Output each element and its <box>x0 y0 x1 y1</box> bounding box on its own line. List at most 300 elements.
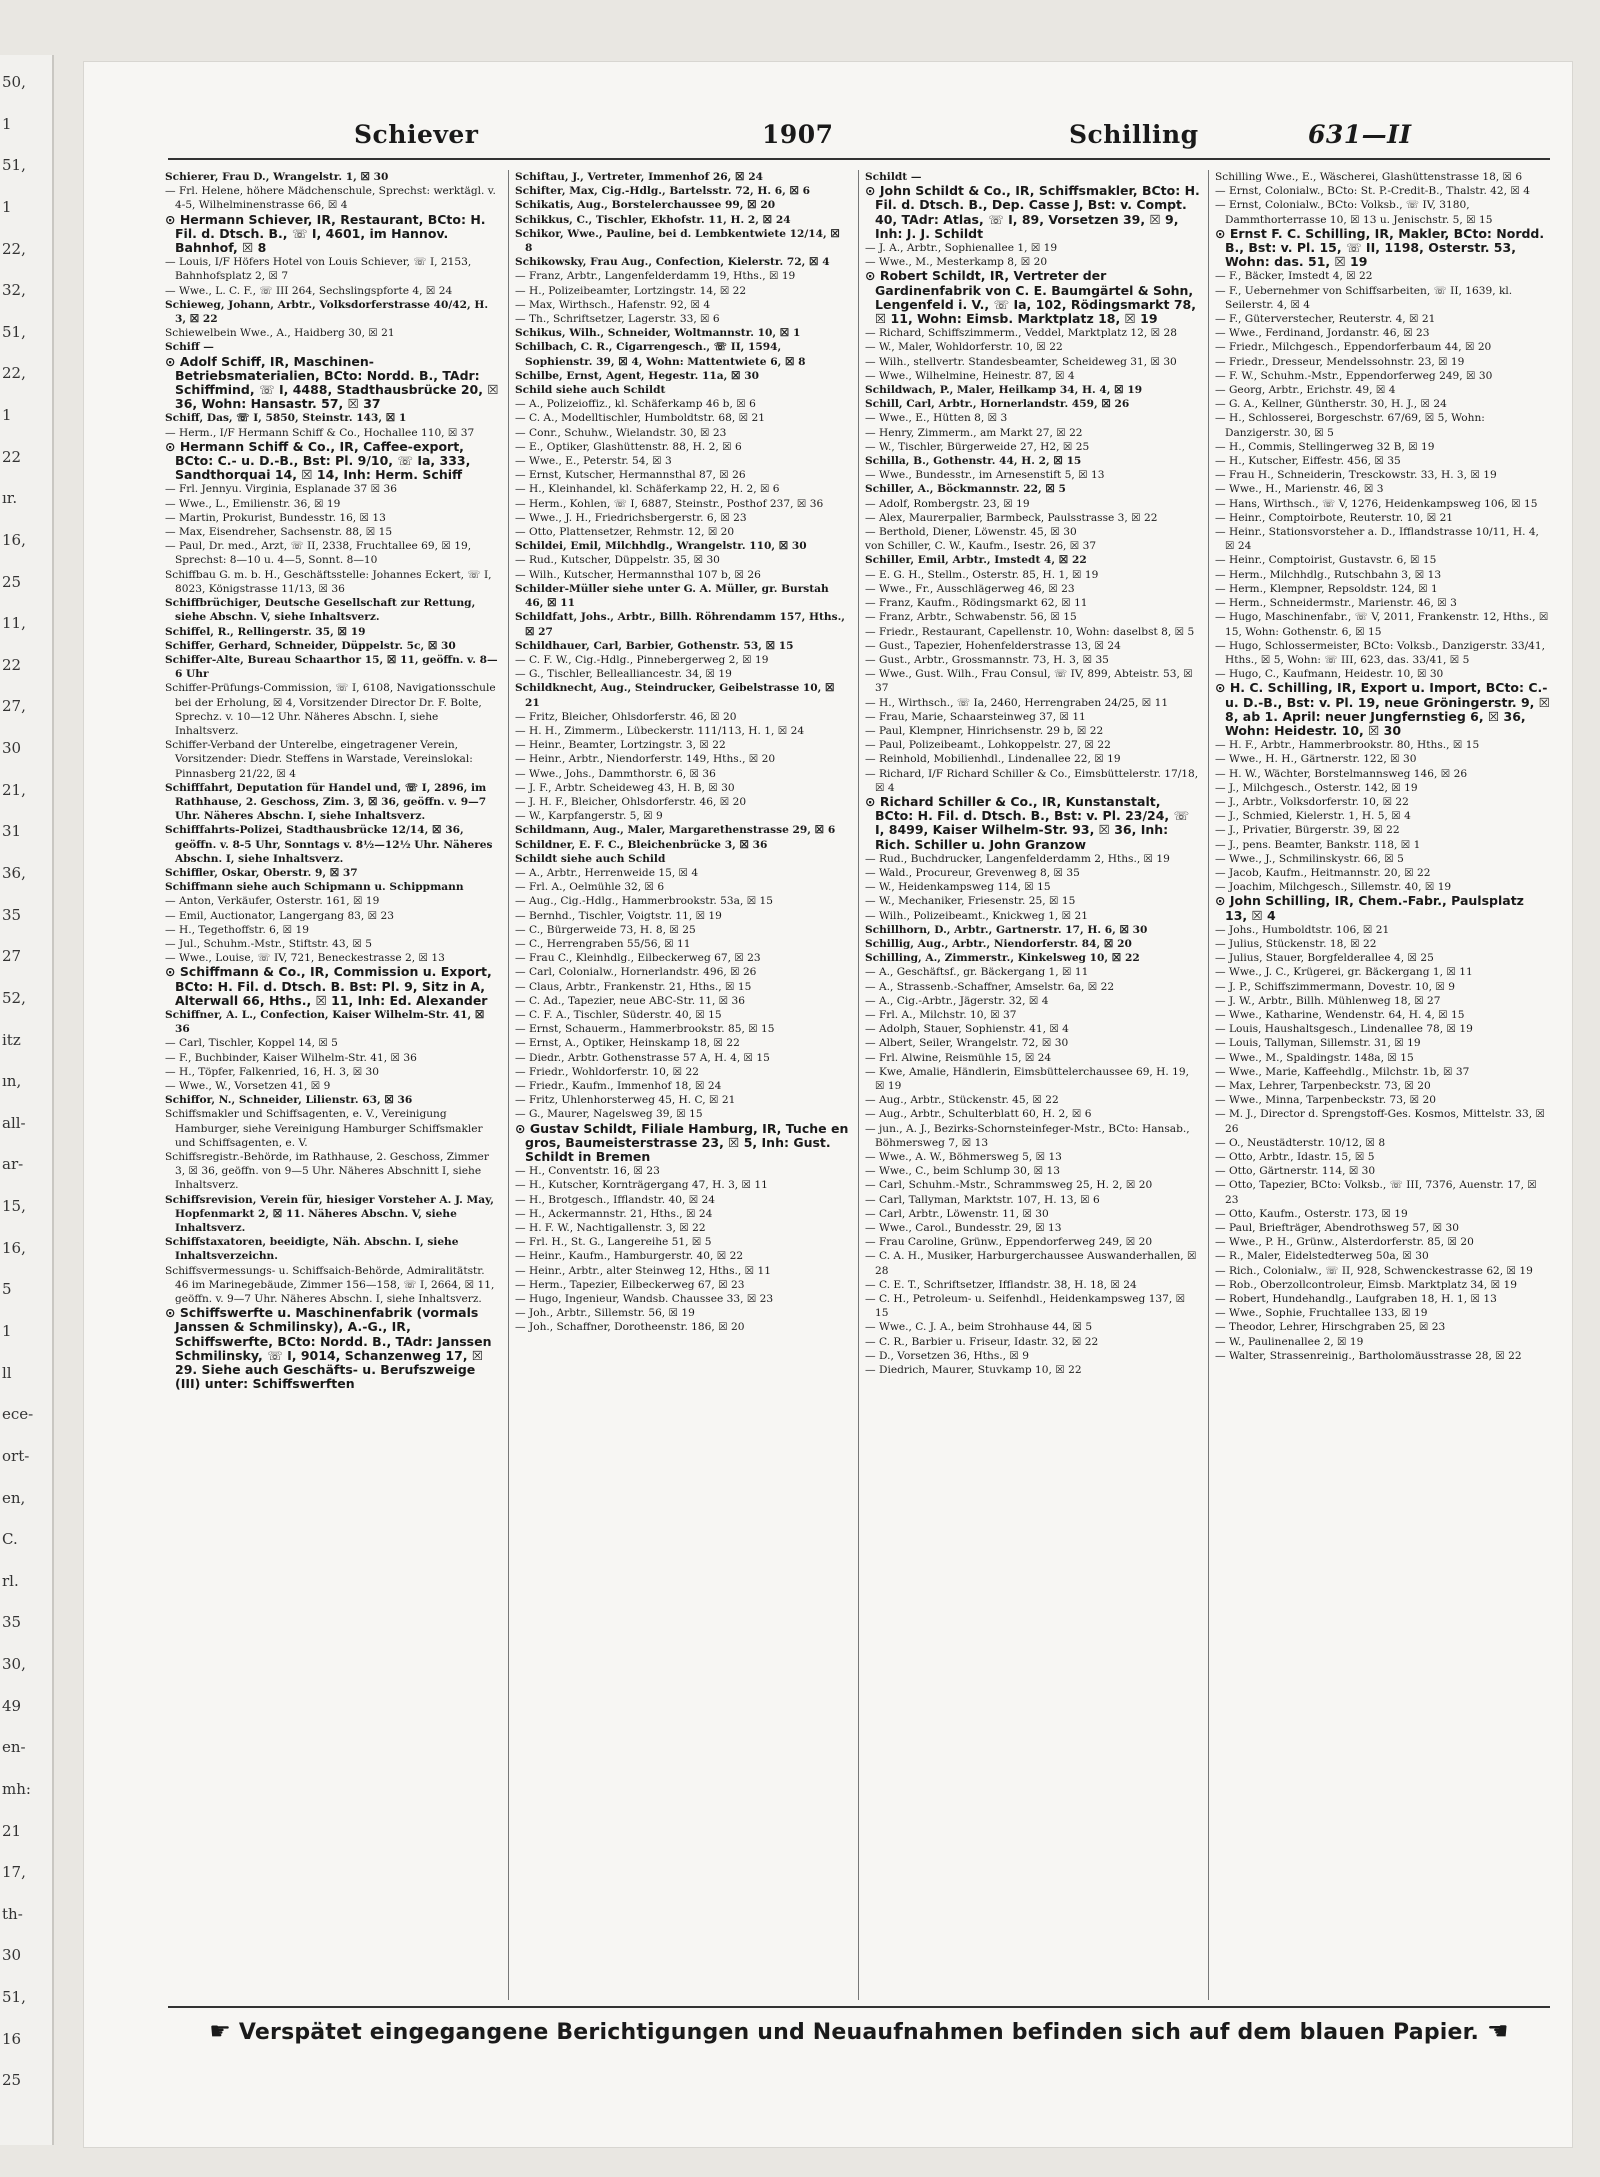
directory-entry: — Max, Eisendreher, Sachsenstr. 88, ☒ 15 <box>165 526 393 539</box>
directory-entry: Schiller, A., Böckmannstr. 22, ☒ 5 <box>865 483 1066 496</box>
directory-entry: — Wwe., A. W., Böhmersweg 5, ☒ 13 <box>865 1151 1062 1164</box>
directory-entry: Schiff — <box>165 341 214 354</box>
directory-entry: — Wwe., P. H., Grünw., Alsterdorferstr. 85, ☒ 20 <box>1215 1236 1474 1249</box>
directory-entry: — C. R., Barbier u. Friseur, Idastr. 32, ☒ 22 <box>865 1335 1099 1348</box>
directory-entry: — Johs., Humboldtstr. 106, ☒ 21 <box>1215 923 1390 936</box>
directory-entry: — Julius, Stauer, Borgfelderallee 4, ☒ 25 <box>1215 952 1434 965</box>
directory-entry: — Friedr., Dresseur, Mendelssohnstr. 23, ☒ 19 <box>1215 355 1465 368</box>
directory-entry: Schifter, Max, Cig.-Hdlg., Bartelsstr. 72, H. 6, ☒ 6 <box>515 185 811 198</box>
directory-entry: — J. P., Schiffszimmermann, Dovestr. 10, ☒ 9 <box>1215 980 1455 993</box>
directory-entry: — Herm., I/F Hermann Schiff & Co., Hochallee 110, ☒ 37 <box>165 426 475 439</box>
directory-entry: — G. A., Kellner, Güntherstr. 30, H. J., ☒ 24 <box>1215 398 1447 411</box>
directory-entry: — Th., Schriftsetzer, Lagerstr. 33, ☒ 6 <box>515 313 720 326</box>
directory-entry: — H. H., Zimmerm., Lübeckerstr. 111/113, H. 1, ☒ 24 <box>515 724 805 737</box>
edge-fragment: en- <box>2 1738 26 1756</box>
directory-entry: Schiffstaxatoren, beeidigte, Näh. Abschn. I, siehe Inhaltsverzeichn. <box>165 1236 459 1263</box>
directory-entry: — Heinr., Comptoirist, Gustavstr. 6, ☒ 15 <box>1215 554 1437 567</box>
directory-entry: — Louis, Haushaltsgesch., Lindenallee 78, ☒ 19 <box>1215 1023 1473 1036</box>
edge-fragment: ır. <box>2 489 18 507</box>
directory-entry: — F. W., Schuhm.-Mstr., Eppendorferweg 249, ☒ 30 <box>1215 369 1493 382</box>
directory-entry: ⊙ Gustav Schildt, Filiale Hamburg, IR, Tuche en gros, Baumeisterstrasse 23, ☒ 5, Inh: Gust. Schildt in Bremen <box>515 1120 849 1165</box>
edge-fragment: 52, <box>2 989 26 1007</box>
edge-fragment: mh: <box>2 1780 31 1798</box>
edge-fragment: 30 <box>2 1946 22 1964</box>
directory-entry: — Carl, Arbtr., Löwenstr. 11, ☒ 30 <box>865 1207 1049 1220</box>
directory-entry: — A., Arbtr., Herrenweide 15, ☒ 4 <box>515 866 699 879</box>
directory-entry: Schikatis, Aug., Borstelerchaussee 99, ☒ 20 <box>515 199 776 212</box>
directory-entry: — Hugo, Maschinenfabr., ☏ V, 2011, Frankenstr. 12, Hths., ☒ 15, Wohn: Gothenstr. 6, ☒ 15 <box>1215 611 1549 638</box>
directory-entry: — Jul., Schuhm.-Mstr., Stiftstr. 43, ☒ 5 <box>165 937 372 950</box>
directory-entry: ⊙ Ernst F. C. Schilling, IR, Makler, BCto: Nordd. B., Bst: v. Pl. 15, ☏ II, 1198, Osterstr. 53, Wohn: das. 51, ☒ 19 <box>1215 225 1545 270</box>
header-year: 1907 <box>762 120 834 149</box>
edge-fragment: 30 <box>2 739 22 757</box>
pointing-hand-left-icon: ☛ <box>209 2017 232 2045</box>
directory-entry: — Frl. Jennyu. Virginia, Esplanade 37 ☒ 36 <box>165 483 397 496</box>
directory-entry: — C. A. H., Musiker, Harburgerchaussee Auswanderhallen, ☒ 28 <box>865 1250 1197 1277</box>
directory-entry: — H., Kutscher, Kornträgergang 47, H. 3, ☒ 11 <box>515 1179 768 1192</box>
directory-entry: — H., Polizeibeamter, Lortzingstr. 14, ☒ 22 <box>515 284 747 297</box>
directory-entry: von Schiller, C. W., Kaufm., Isestr. 26, ☒ 37 <box>865 540 1097 553</box>
header-left-word: Schiever <box>354 120 479 149</box>
directory-entry: — Franz, Arbtr., Langenfelderdamm 19, Hths., ☒ 19 <box>515 270 796 283</box>
column-divider <box>1208 170 1209 2000</box>
directory-entry: Schilling, A., Zimmerstr., Kinkelsweg 10, ☒ 22 <box>865 952 1140 965</box>
directory-entry: — Wilh., stellvertr. Standesbeamter, Scheideweg 31, ☒ 30 <box>865 355 1177 368</box>
directory-entry: — Franz, Arbtr., Schwabenstr. 56, ☒ 15 <box>865 611 1077 624</box>
directory-entry: ⊙ Schiffswerfte u. Maschinenfabrik (vormals Janssen & Schmilinsky), A.-G., IR, Schiffswerfte, BCto: Nordd. B., TAdr: Janssen Schmilinsky, ☏ I, 9014, Schanzenweg 17, ☒ 29. Siehe auch Geschäfts- u. Berufszweige (III) unter: Schiffswerften <box>165 1305 492 1392</box>
edge-fragment: 16, <box>2 1239 26 1257</box>
edge-fragment: 30, <box>2 1655 26 1673</box>
directory-entry: — Friedr., Milchgesch., Eppendorferbaum 44, ☒ 20 <box>1215 341 1492 354</box>
edge-fragment: 51, <box>2 1988 26 2006</box>
directory-entry: Schill, Carl, Arbtr., Hornerlandstr. 459, ☒ 26 <box>865 398 1130 411</box>
directory-entry: — Herm., Milchhdlg., Rutschbahn 3, ☒ 13 <box>1215 568 1442 581</box>
edge-fragment: 22, <box>2 240 26 258</box>
directory-entry: Schilder-Müller siehe unter G. A. Müller, gr. Burstah 46, ☒ 11 <box>515 582 829 610</box>
directory-entry: — Otto, Tapezier, BCto: Volksb., ☏ III, 7376, Auenstr. 17, ☒ 23 <box>1215 1179 1537 1206</box>
directory-entry: Schiffer-Alte, Bureau Schaarthor 15, ☒ 11, geöffn. v. 8—6 Uhr <box>165 653 498 681</box>
directory-entry: — Wwe., W., Vorsetzen 41, ☒ 9 <box>165 1080 331 1092</box>
edge-fragment: 35 <box>2 906 22 924</box>
directory-entry: Schillig, Aug., Arbtr., Niendorferstr. 84, ☒ 20 <box>865 937 1132 950</box>
directory-entry: Schiller, Emil, Arbtr., Imstedt 4, ☒ 22 <box>865 554 1087 567</box>
edge-fragment: all- <box>2 1114 26 1132</box>
directory-entry: — Wwe., J., Schmilinskystr. 66, ☒ 5 <box>1215 852 1404 865</box>
directory-entry: — Richard, Schiffszimmerm., Veddel, Marktplatz 12, ☒ 28 <box>865 327 1177 340</box>
directory-entry: — H. W., Wächter, Borstelmannsweg 146, ☒ 26 <box>1215 767 1468 780</box>
directory-entry: — J., Schmied, Kielerstr. 1, H. 5, ☒ 4 <box>1215 810 1411 823</box>
directory-entry: Schiffbau G. m. b. H., Geschäftsstelle: Johannes Eckert, ☏ I, 8023, Königstrasse 11/13, ☒ 36 <box>165 568 492 595</box>
directory-entry: — Paul, Dr. med., Arzt, ☏ II, 2338, Fruchtallee 69, ☒ 19, Sprechst: 8—10 u. 4—5, Sonnt. 8—10 <box>165 540 472 567</box>
directory-entry: Schilbach, C. R., Cigarrengesch., ☏ II, 1594, Sophienstr. 39, ☒ 4, Wohn: Mattentwiete 6, ☒ 8 <box>515 341 806 368</box>
directory-entry: — Frl. H., St. G., Langereihe 51, ☒ 5 <box>515 1236 712 1249</box>
directory-entry: — F., Buchbinder, Kaiser Wilhelm-Str. 41, ☒ 36 <box>165 1051 417 1064</box>
directory-entry: — J., Milchgesch., Osterstr. 142, ☒ 19 <box>1215 781 1418 794</box>
directory-entry: — Herm., Schneidermstr., Marienstr. 46, ☒ 3 <box>1215 597 1457 610</box>
directory-entry: — J. H. F., Bleicher, Ohlsdorferstr. 46, ☒ 20 <box>515 795 747 808</box>
directory-entry: — Richard, I/F Richard Schiller & Co., Eimsbüttelerstr. 17/18, ☒ 4 <box>865 767 1199 794</box>
edge-fragment: rl. <box>2 1572 19 1590</box>
directory-entry: — Wald., Procureur, Grevenweg 8, ☒ 35 <box>865 866 1080 879</box>
edge-fragment: 1 <box>2 406 12 424</box>
directory-entry: — Wwe., Wilhelmine, Heinestr. 87, ☒ 4 <box>865 369 1075 382</box>
directory-entry: Schild siehe auch Schildt <box>515 384 666 397</box>
directory-entry: — W., Mechaniker, Friesenstr. 25, ☒ 15 <box>865 895 1076 908</box>
directory-entry: Schifffahrt, Deputation für Handel und, ☏ I, 2896, im Rathhause, 2. Geschoss, Zim. 3, ☒ 36, geöffn. v. 9—7 Uhr. Näheres Abschn. I, siehe Inhaltsverz. <box>165 781 487 823</box>
directory-entry: — Rich., Colonialw., ☏ II, 928, Schwenckestrasse 62, ☒ 19 <box>1215 1264 1533 1277</box>
directory-entry: — Fritz, Bleicher, Ohlsdorferstr. 46, ☒ 20 <box>515 710 737 723</box>
directory-entry: Schierer, Frau D., Wrangelstr. 1, ☒ 30 <box>165 171 389 183</box>
directory-entry: — J. W., Arbtr., Billh. Mühlenweg 18, ☒ 27 <box>1215 994 1441 1007</box>
directory-entry: — E., Optiker, Glashüttenstr. 88, H. 2, ☒ 6 <box>515 440 742 453</box>
directory-entry: — Adolph, Stauer, Sophienstr. 41, ☒ 4 <box>865 1023 1069 1036</box>
directory-entry: — A., Cig.-Arbtr., Jägerstr. 32, ☒ 4 <box>865 994 1049 1007</box>
directory-entry: — F., Uebernehmer von Schiffsarbeiten, ☏ II, 1639, kl. Seilerstr. 4, ☒ 4 <box>1215 284 1513 311</box>
directory-entry: — W., Maler, Wohldorferstr. 10, ☒ 22 <box>865 341 1063 354</box>
directory-entry: — Ernst, Schauerm., Hammerbrookstr. 85, ☒ 15 <box>515 1023 775 1036</box>
directory-entry: — Albert, Seiler, Wrangelstr. 72, ☒ 30 <box>865 1037 1069 1050</box>
directory-entry: — A., Geschäftsf., gr. Bäckergang 1, ☒ 11 <box>865 966 1089 979</box>
directory-entry: — Frl. A., Milchstr. 10, ☒ 37 <box>865 1008 1017 1021</box>
directory-entry: Schilling Wwe., E., Wäscherei, Glashüttenstrasse 18, ☒ 6 <box>1215 171 1523 183</box>
directory-entry: — C. F. W., Cig.-Hdlg., Pinnebergerweg 2, ☒ 19 <box>515 653 769 666</box>
edge-fragment: 27 <box>2 947 22 965</box>
directory-entry: — jun., A. J., Bezirks-Schornsteinfeger-Mstr., BCto: Hansab., Böhmersweg 7, ☒ 13 <box>865 1122 1190 1149</box>
directory-entry: — Wwe., Bundesstr., im Arnesenstift 5, ☒ 13 <box>865 469 1105 482</box>
directory-entry: — Wwe., Louise, ☏ IV, 721, Beneckestrasse 2, ☒ 13 <box>165 952 445 965</box>
directory-entry: — Wwe., Marie, Kaffeehdlg., Milchstr. 1b, ☒ 37 <box>1215 1065 1470 1078</box>
directory-entry: — J. F., Arbtr. Scheideweg 43, H. B, ☒ 30 <box>515 781 735 794</box>
directory-entry: — Friedr., Restaurant, Capellenstr. 10, Wohn: daselbst 8, ☒ 5 <box>865 625 1195 638</box>
header-right-word: Schilling <box>1069 120 1199 149</box>
directory-entry: — Wwe., C., beim Schlump 30, ☒ 13 <box>865 1165 1060 1178</box>
directory-entry: — Max, Lehrer, Tarpenbeckstr. 73, ☒ 20 <box>1215 1080 1431 1092</box>
directory-entry: ⊙ Adolf Schiff, IR, Maschinen-Betriebsmaterialien, BCto: Nordd. B., TAdr: Schiffmind, ☏ I, 4488, Stadthausbrücke 20, ☒ 36, Wohn: Hansastr. 57, ☒ 37 <box>165 353 499 412</box>
edge-fragment: 11, <box>2 614 26 632</box>
directory-entry: — Ernst, Colonialw., BCto: St. P.-Credit-B., Thalstr. 42, ☒ 4 <box>1215 185 1530 198</box>
directory-entry: — Reinhold, Mobilienhdl., Lindenallee 22, ☒ 19 <box>865 753 1121 766</box>
directory-entry: ⊙ Schiffmann & Co., IR, Commission u. Export, BCto: H. Fil. d. Dtsch. B. Bst: Pl. 9, Sitz in A, Alterwall 66, Hths., ☒ 11, Inh: Ed. Alexander <box>165 964 492 1008</box>
directory-entry: Schiffner, A. L., Confection, Kaiser Wilhelm-Str. 41, ☒ 36 <box>165 1008 485 1036</box>
edge-fragment: ar- <box>2 1155 24 1173</box>
directory-entry: — J., Privatier, Bürgerstr. 39, ☒ 22 <box>1215 824 1400 837</box>
directory-entry: — C. E. T., Schriftsetzer, Ifflandstr. 38, H. 18, ☒ 24 <box>865 1278 1137 1291</box>
directory-entry: — Wwe., J. C., Krügerei, gr. Bäckergang 1, ☒ 11 <box>1215 966 1473 979</box>
directory-entry: — Wwe., H., Marienstr. 46, ☒ 3 <box>1215 483 1384 496</box>
directory-entry: Schikor, Wwe., Pauline, bei d. Lembkentwiete 12/14, ☒ 8 <box>515 227 840 255</box>
directory-entry: Schildhauer, Carl, Barbier, Gothenstr. 53, ☒ 15 <box>515 639 794 652</box>
edge-fragment: 35 <box>2 1613 22 1631</box>
directory-entry: — Louis, I/F Höfers Hotel von Louis Schiever, ☏ I, 2153, Bahnhofsplatz 2, ☒ 7 <box>165 256 472 283</box>
edge-fragment: 22, <box>2 364 26 382</box>
directory-entry: — Hugo, C., Kaufmann, Heidestr. 10, ☒ 30 <box>1215 668 1444 681</box>
directory-entry: — Frl. A., Oelmühle 32, ☒ 6 <box>515 881 665 894</box>
directory-entry: — Wwe., L. C. F., ☏ III 264, Sechslingspforte 4, ☒ 24 <box>165 284 453 297</box>
directory-entry: — Rud., Buchdrucker, Langenfelderdamm 2, Hths., ☒ 19 <box>865 852 1170 865</box>
directory-entry: — Joh., Schaffner, Dorotheenstr. 186, ☒ 20 <box>515 1321 745 1334</box>
directory-entry: — Rob., Oberzollcontroleur, Eimsb. Marktplatz 34, ☒ 19 <box>1215 1278 1517 1291</box>
directory-entry: — Emil, Auctionator, Langergang 83, ☒ 23 <box>165 909 395 922</box>
directory-entry: Schiffsmakler und Schiffsagenten, e. V., Vereinigung Hamburger, siehe Vereinigung Hamburger Schiffsmakler und Schiffsagenten, e. V. <box>165 1108 483 1149</box>
directory-entry: — H. F., Arbtr., Hammerbrookstr. 80, Hths., ☒ 15 <box>1215 739 1480 752</box>
directory-entry: — H., Schlosserei, Borgeschstr. 67/69, ☒ 5, Wohn: Danzigerstr. 30, ☒ 5 <box>1215 412 1485 439</box>
directory-entry: — Gust., Tapezier, Hohenfelderstrasse 13, ☒ 24 <box>865 639 1121 652</box>
edge-fragment: 49 <box>2 1697 22 1715</box>
edge-fragment: itz <box>2 1031 21 1049</box>
directory-entry: Schieweg, Johann, Arbtr., Volksdorferstrasse 40/42, H. 3, ☒ 22 <box>165 298 489 326</box>
directory-entry: — Louis, Tallyman, Sillemstr. 31, ☒ 19 <box>1215 1037 1421 1050</box>
directory-entry: — Frau H., Schneiderin, Tresckowstr. 33, H. 3, ☒ 19 <box>1215 469 1497 482</box>
directory-entry: — Rud., Kutscher, Düppelstr. 35, ☒ 30 <box>515 554 720 567</box>
page-number: 631—II <box>1308 120 1412 149</box>
directory-entry: Schiff, Das, ☏ I, 5850, Steinstr. 143, ☒ 1 <box>165 412 407 425</box>
directory-entry: — D., Vorsetzen 36, Hths., ☒ 9 <box>865 1349 1029 1362</box>
directory-entry: — Friedr., Wohldorferstr. 10, ☒ 22 <box>515 1065 699 1078</box>
directory-entry: — Herm., Klempner, Repsoldstr. 124, ☒ 1 <box>1215 582 1438 595</box>
directory-entry: — Heinr., Beamter, Lortzingstr. 3, ☒ 22 <box>515 739 726 752</box>
edge-fragment: C. <box>2 1530 18 1548</box>
edge-fragment: 16, <box>2 531 26 549</box>
directory-entry: Schiffer-Verband der Unterelbe, eingetragener Verein, Vorsitzender: Diedr. Steffens in Warstade, Vereinslokal: Pinnasberg 21/22, ☒ 4 <box>165 739 473 780</box>
edge-fragment: 22 <box>2 656 22 674</box>
directory-entry: — Diedrich, Maurer, Stuvkamp 10, ☒ 22 <box>865 1364 1082 1377</box>
footer-rule <box>168 2006 1550 2008</box>
directory-entry: — Frl. Helene, höhere Mädchenschule, Sprechst: werktägl. v. 4-5, Wilhelminenstrasse 66, ☒ 4 <box>165 185 496 212</box>
edge-fragment: 5 <box>2 1280 12 1298</box>
edge-fragment: 1 <box>2 198 12 216</box>
directory-entry: — O., Neustädterstr. 10/12, ☒ 8 <box>1215 1136 1386 1149</box>
directory-entry: — Paul, Klempner, Hinrichsenstr. 29 b, ☒ 22 <box>865 724 1104 737</box>
edge-fragment: 21 <box>2 1822 22 1840</box>
edge-fragment: 51, <box>2 323 26 341</box>
column-divider <box>508 170 509 2000</box>
directory-entry: Schiffsrevision, Verein für, hiesiger Vorsteher A. J. May, Hopfenmarkt 2, ☒ 11. Näheres Abschn. V, siehe Inhaltsverz. <box>165 1193 494 1235</box>
edge-fragment: en, <box>2 1489 26 1507</box>
directory-entry: — Wwe., Minna, Tarpenbeckstr. 73, ☒ 20 <box>1215 1094 1437 1107</box>
directory-entry: — Paul, Polizeibeamt., Lohkoppelstr. 27, ☒ 22 <box>865 739 1111 752</box>
directory-entry: — H., Kutscher, Eiffestr. 456, ☒ 35 <box>1215 455 1401 468</box>
footer-notice <box>168 2017 1550 2057</box>
directory-entry: ⊙ John Schilling, IR, Chem.-Fabr., Paulsplatz 13, ☒ 4 <box>1215 893 1524 923</box>
directory-entry: Schilla, B., Gothenstr. 44, H. 2, ☒ 15 <box>865 455 1082 468</box>
directory-entry: ⊙ Richard Schiller & Co., IR, Kunstanstalt, BCto: H. Fil. d. Dtsch. B., Bst: v. Pl. 23/24, ☏ I, 8499, Kaiser Wilhelm-Str. 93, ☒ 36, Inh: Rich. Schiller u. John Granzow <box>865 793 1190 852</box>
directory-entry: Schildwach, P., Maler, Heilkamp 34, H. 4, ☒ 19 <box>865 384 1143 397</box>
edge-fragment: ll <box>2 1364 12 1382</box>
directory-entry: — Wwe., H. H., Gärtnerstr. 122, ☒ 30 <box>1215 753 1417 766</box>
directory-entry: — C. F. A., Tischler, Süderstr. 40, ☒ 15 <box>515 1008 722 1021</box>
directory-entry: Schillhorn, D., Arbtr., Gartnerstr. 17, H. 6, ☒ 30 <box>865 923 1148 936</box>
directory-entry: — C., Bürgerweide 73, H. 8, ☒ 25 <box>515 923 696 936</box>
directory-entry: — Frl. Alwine, Reismühle 15, ☒ 24 <box>865 1051 1052 1064</box>
running-header <box>84 120 1564 156</box>
directory-entry: Schiffbrüchiger, Deutsche Gesellschaft zur Rettung, siehe Abschn. V, siehe Inhaltsverz. <box>165 597 476 624</box>
directory-entry: Schiewelbein Wwe., A., Haidberg 30, ☒ 21 <box>165 327 395 340</box>
directory-entry: — E. G. H., Stellm., Osterstr. 85, H. 1, ☒ 19 <box>865 568 1099 581</box>
directory-entry: — Heinr., Arbtr., Niendorferstr. 149, Hths., ☒ 20 <box>515 753 776 766</box>
directory-entry: — Fritz, Uhlenhorsterweg 45, H. C, ☒ 21 <box>515 1094 736 1107</box>
directory-entry: — Georg, Arbtr., Erichstr. 49, ☒ 4 <box>1215 384 1396 397</box>
directory-entry: Schiffsvermessungs- u. Schiffsaich-Behörde, Admiralitätstr. 46 im Marinegebäude, Zimmer 156—158, ☏ I, 2664, ☒ 11, geöffn. v. 9—7 Uhr. Näheres Abschn. I, siehe Inhaltsverz. <box>165 1264 495 1306</box>
directory-entry: — J. A., Arbtr., Sophienallee 1, ☒ 19 <box>865 242 1058 255</box>
directory-entry: — Anton, Verkäufer, Osterstr. 161, ☒ 19 <box>165 895 380 908</box>
directory-entry: Schiffor, N., Schneider, Lilienstr. 63, ☒ 36 <box>165 1094 413 1107</box>
directory-entry: — H. F. W., Nachtigallenstr. 3, ☒ 22 <box>515 1222 706 1235</box>
edge-fragment: 16 <box>2 2030 22 2048</box>
directory-entry: — Robert, Hundehandlg., Laufgraben 18, H. 1, ☒ 13 <box>1215 1293 1497 1306</box>
directory-entry: — Jacob, Kaufm., Heitmannstr. 20, ☒ 22 <box>1215 866 1431 879</box>
directory-entry: — Frau Caroline, Grünw., Eppendorferweg 249, ☒ 20 <box>865 1236 1153 1249</box>
directory-entry: — Wilh., Polizeibeamt., Knickweg 1, ☒ 21 <box>865 909 1089 922</box>
directory-entry: — Frau, Marie, Schaarsteinweg 37, ☒ 11 <box>865 710 1086 723</box>
directory-entry: — Joh., Arbtr., Sillemstr. 56, ☒ 19 <box>515 1307 695 1320</box>
column-1 <box>165 170 500 2000</box>
column-4 <box>1215 170 1550 2000</box>
directory-entry: — H., Kleinhandel, kl. Schäferkamp 22, H. 2, ☒ 6 <box>515 483 780 496</box>
directory-entry: — Carl, Tallyman, Marktstr. 107, H. 13, ☒ 6 <box>865 1193 1100 1206</box>
edge-fragment: 32, <box>2 281 26 299</box>
directory-entry: ⊙ John Schildt & Co., IR, Schiffsmakler, BCto: H. Fil. d. Dtsch. B., Dep. Casse J, Bst: v. Compt. 40, TAdr: Atlas, ☏ I, 89, Vorsetzen 39, ☒ 9, Inh: J. J. Schildt <box>865 183 1200 241</box>
directory-entry: Schiffer-Prüfungs-Commission, ☏ I, 6108, Navigationsschule bei der Erholung, ☒ 4, Vorsitzender Director Dr. F. Bolte, Sprechz. v. 10—12 Uhr. Näheres Abschn. I, siehe Inhaltsverz. <box>165 682 496 737</box>
directory-entry: — F., Güterverstecher, Reuterstr. 4, ☒ 21 <box>1215 313 1436 326</box>
directory-entry: — C., Herrengraben 55/56, ☒ 11 <box>515 937 691 950</box>
directory-entry: Schiffsregistr.-Behörde, im Rathhause, 2. Geschoss, Zimmer 3, ☒ 36, geöffn. von 9—5 Uhr. Näheres Abschnitt I, siehe Inhaltsverz. <box>165 1151 489 1192</box>
directory-entry: — Wwe., L., Emilienstr. 36, ☒ 19 <box>165 497 341 510</box>
directory-entry: — Henry, Zimmerm., am Markt 27, ☒ 22 <box>865 426 1083 439</box>
edge-fragment: 25 <box>2 573 22 591</box>
directory-entry: — Alex, Maurerpalier, Barmbeck, Paulsstrasse 3, ☒ 22 <box>865 511 1158 524</box>
directory-entry: — Ernst, A., Optiker, Heinskamp 18, ☒ 22 <box>515 1037 740 1050</box>
directory-entry: Schiffel, R., Rellingerstr. 35, ☒ 19 <box>165 625 366 638</box>
directory-entry: — Hans, Wirthsch., ☏ V, 1276, Heidenkampsweg 106, ☒ 15 <box>1215 497 1538 510</box>
column-3 <box>865 170 1200 2000</box>
edge-fragment: 21, <box>2 781 26 799</box>
directory-entry: Schikowsky, Frau Aug., Confection, Kielerstr. 72, ☒ 4 <box>515 256 830 269</box>
directory-entry: — Wwe., M., Mesterkamp 8, ☒ 20 <box>865 256 1048 269</box>
directory-entry: Schilbe, Ernst, Agent, Hegestr. 11a, ☒ 30 <box>515 369 759 382</box>
directory-entry: — G., Tischler, Bellealliancestr. 34, ☒ 19 <box>515 668 732 681</box>
pointing-hand-right-icon: ☚ <box>1486 2017 1509 2045</box>
directory-entry: — Diedr., Arbtr. Gothenstrasse 57 A, H. 4, ☒ 15 <box>515 1051 770 1064</box>
directory-entry: — Wwe., C. J. A., beim Strohhause 44, ☒ 5 <box>865 1321 1093 1334</box>
directory-entry: — Carl, Colonialw., Hornerlandstr. 496, ☒ 26 <box>515 966 757 979</box>
directory-entry: — C. Ad., Tapezier, neue ABC-Str. 11, ☒ 36 <box>515 994 746 1007</box>
directory-entry: — W., Tischler, Bürgerweide 27, H2, ☒ 25 <box>865 440 1090 453</box>
edge-fragment: ece- <box>2 1405 34 1423</box>
directory-entry: — Friedr., Kaufm., Immenhof 18, ☒ 24 <box>515 1080 722 1092</box>
directory-entry: — Aug., Cig.-Hdlg., Hammerbrookstr. 53a, ☒ 15 <box>515 895 774 908</box>
directory-entry: — Max, Wirthsch., Hafenstr. 92, ☒ 4 <box>515 298 711 311</box>
directory-entry: — Wwe., Sophie, Fruchtallee 133, ☒ 19 <box>1215 1307 1428 1320</box>
directory-entry: — Ernst, Kutscher, Hermannsthal 87, ☒ 26 <box>515 469 746 482</box>
column-2 <box>515 170 850 2000</box>
directory-entry: — W., Karpfangerstr. 5, ☒ 9 <box>515 810 663 823</box>
directory-entry: — Wwe., Fr., Ausschlägerweg 46, ☒ 23 <box>865 582 1075 595</box>
directory-entry: — Hugo, Schlossermeister, BCto: Volksb., Danzigerstr. 33/41, Hths., ☒ 5, Wohn: ☏ III, 623, das. 33/41, ☒ 5 <box>1215 639 1545 666</box>
edge-fragment: 22 <box>2 448 22 466</box>
directory-entry: — R., Maler, Eidelstedterweg 50a, ☒ 30 <box>1215 1250 1429 1263</box>
edge-fragment: 31 <box>2 822 22 840</box>
directory-entry: — Conr., Schuhw., Wielandstr. 30, ☒ 23 <box>515 426 727 439</box>
directory-entry: — C. H., Petroleum- u. Seifenhdl., Heidenkampsweg 137, ☒ 15 <box>865 1293 1186 1320</box>
directory-entry: — H., Töpfer, Falkenried, 16, H. 3, ☒ 30 <box>165 1065 380 1078</box>
directory-entry: — Wwe., Carol., Bundesstr. 29, ☒ 13 <box>865 1222 1062 1235</box>
directory-entry: — Heinr., Comptoirbote, Reuterstr. 10, ☒ 21 <box>1215 511 1454 524</box>
directory-entry: — Theodor, Lehrer, Hirschgraben 25, ☒ 23 <box>1215 1321 1446 1334</box>
directory-entry: — Kwe, Amalie, Händlerin, Eimsbüttelerchaussee 69, H. 19, ☒ 19 <box>865 1065 1189 1092</box>
directory-entry: — C. A., Modelltischler, Humboldtstr. 68, ☒ 21 <box>515 412 765 425</box>
directory-entry: Schildt — <box>865 171 922 183</box>
directory-entry: Schildner, E. F. C., Bleichenbrücke 3, ☒ 36 <box>515 838 768 851</box>
edge-fragment: 27, <box>2 697 26 715</box>
directory-entry: — H., Conventstr. 16, ☒ 23 <box>515 1165 660 1178</box>
directory-entry: — Hugo, Ingenieur, Wandsb. Chaussee 33, ☒ 23 <box>515 1293 774 1306</box>
directory-entry: — Carl, Schuhm.-Mstr., Schrammsweg 25, H. 2, ☒ 20 <box>865 1179 1153 1192</box>
directory-entry: — Claus, Arbtr., Frankenstr. 21, Hths., ☒ 15 <box>515 980 752 993</box>
directory-entry: — Paul, Briefträger, Abendrothsweg 57, ☒ 30 <box>1215 1222 1459 1235</box>
directory-entry: — Julius, Stückenstr. 18, ☒ 22 <box>1215 937 1377 950</box>
directory-entry: — Otto, Plattensetzer, Rehmstr. 12, ☒ 20 <box>515 526 735 539</box>
edge-fragment: 1 <box>2 115 12 133</box>
edge-fragment: ın, <box>2 1072 22 1090</box>
edge-fragment: 51, <box>2 156 26 174</box>
directory-entry: — Wwe., J. H., Friedrichsbergerstr. 6, ☒ 23 <box>515 511 747 524</box>
directory-entry: — Otto, Arbtr., Idastr. 15, ☒ 5 <box>1215 1151 1375 1164</box>
directory-entry: Schiffler, Oskar, Oberstr. 9, ☒ 37 <box>165 866 358 879</box>
directory-entry: — Herm., Tapezier, Eilbeckerweg 67, ☒ 23 <box>515 1278 745 1291</box>
directory-entry: — H., Commis, Stellingerweg 32 B, ☒ 19 <box>1215 440 1435 453</box>
directory-entry: — M. J., Director d. Sprengstoff-Ges. Kosmos, Mittelstr. 33, ☒ 26 <box>1215 1108 1545 1135</box>
directory-entry: — G., Maurer, Nagelsweg 39, ☒ 15 <box>515 1108 703 1121</box>
directory-entry: — H., Tegethoffstr. 6, ☒ 19 <box>165 923 309 936</box>
directory-entry: — Wwe., E., Peterstr. 54, ☒ 3 <box>515 455 672 468</box>
directory-entry: — Wwe., Katharine, Wendenstr. 64, H. 4, ☒ 15 <box>1215 1008 1465 1021</box>
directory-entry: — Wwe., Ferdinand, Jordanstr. 46, ☒ 23 <box>1215 327 1430 340</box>
directory-entry: — Walter, Strassenreinig., Bartholomäusstrasse 28, ☒ 22 <box>1215 1349 1522 1362</box>
edge-fragment: th- <box>2 1905 23 1923</box>
directory-entry: — Heinr., Arbtr., alter Steinweg 12, Hths., ☒ 11 <box>515 1264 771 1277</box>
directory-entry: Schildei, Emil, Milchhdlg., Wrangelstr. 110, ☒ 30 <box>515 540 807 553</box>
directory-entry: ⊙ Hermann Schiever, IR, Restaurant, BCto: H. Fil. d. Dtsch. B., ☏ I, 4601, im Hannov. Bahnhof, ☒ 8 <box>165 211 486 256</box>
edge-fragment: ort- <box>2 1447 30 1465</box>
directory-entry: — Heinr., Kaufm., Hamburgerstr. 40, ☒ 22 <box>515 1250 744 1263</box>
directory-entry: — Wwe., E., Hütten 8, ☒ 3 <box>865 412 1008 425</box>
directory-entry: Schildfatt, Johs., Arbtr., Billh. Röhrendamm 157, Hths., ☒ 27 <box>515 611 845 638</box>
directory-entry: — J., pens. Beamter, Bankstr. 118, ☒ 1 <box>1215 838 1421 851</box>
directory-entry: — Otto, Kaufm., Osterstr. 173, ☒ 19 <box>1215 1207 1408 1220</box>
directory-entry: Schikus, Wilh., Schneider, Woltmannstr. 10, ☒ 1 <box>515 327 801 340</box>
directory-entry: — Frau C., Kleinhdlg., Eilbeckerweg 67, ☒ 23 <box>515 952 761 965</box>
directory-entry: Schikkus, C., Tischler, Ekhofstr. 11, H. 2, ☒ 24 <box>515 213 791 226</box>
directory-entry: — Berthold, Diener, Löwenstr. 45, ☒ 30 <box>865 526 1077 539</box>
directory-entry: — Herm., Kohlen, ☏ I, 6887, Steinstr., Posthof 237, ☒ 36 <box>515 497 824 510</box>
directory-columns <box>165 170 1555 2000</box>
directory-entry: — Heinr., Stationsvorsteher a. D., Ifflandstrasse 10/11, H. 4, ☒ 24 <box>1215 526 1539 553</box>
directory-entry: — Bernhd., Tischler, Voigtstr. 11, ☒ 19 <box>515 909 722 922</box>
directory-entry: Schildmann, Aug., Maler, Margarethenstrasse 29, ☒ 6 <box>515 824 836 837</box>
directory-entry: — Wwe., Gust. Wilh., Frau Consul, ☏ IV, 899, Abteistr. 53, ☒ 37 <box>865 668 1193 695</box>
directory-entry: — Joachim, Milchgesch., Sillemstr. 40, ☒ 19 <box>1215 881 1452 894</box>
directory-entry: — A., Strassenb.-Schaffner, Amselstr. 6a, ☒ 22 <box>865 980 1115 993</box>
directory-entry: — W., Paulinenallee 2, ☒ 19 <box>1215 1335 1364 1348</box>
directory-entry: Schiftau, J., Vertreter, Immenhof 26, ☒ 24 <box>515 171 763 183</box>
previous-page-edge <box>0 55 54 2145</box>
directory-entry: — Otto, Gärtnerstr. 114, ☒ 30 <box>1215 1165 1376 1178</box>
column-divider <box>858 170 859 2000</box>
edge-fragment: 1 <box>2 1322 12 1340</box>
directory-entry: Schifffahrts-Polizei, Stadthausbrücke 12/14, ☒ 36, geöffn. v. 8-5 Uhr, Sonntags v. 8½—12½ Uhr. Näheres Abschn. I, siehe Inhaltsverz. <box>165 824 493 865</box>
directory-entry: ⊙ Hermann Schiff & Co., IR, Caffee-export, BCto: C.- u. D.-B., Bst: Pl. 9/10, ☏ Ia, 333, Sandthorquai 14, ☒ 14, Inh: Herm. Schiff <box>165 438 471 483</box>
directory-entry: — Franz, Kaufm., Rödingsmarkt 62, ☒ 11 <box>865 597 1088 610</box>
